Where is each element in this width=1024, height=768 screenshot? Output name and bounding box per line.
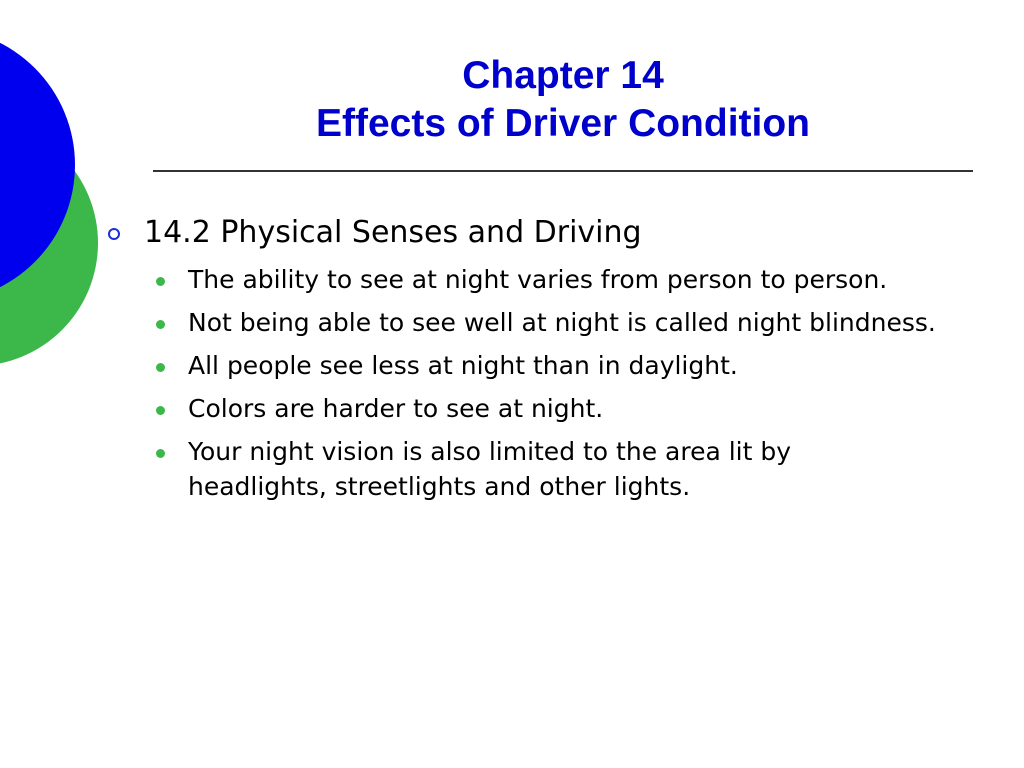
dot-bullet-icon bbox=[156, 320, 165, 329]
title-line-1: Chapter 14 bbox=[462, 54, 664, 97]
bullet-text: Colors are harder to see at night. bbox=[188, 394, 604, 423]
list-item bbox=[156, 348, 936, 383]
ring-bullet-icon bbox=[108, 228, 120, 240]
title-line-2: Effects of Driver Condition bbox=[315, 102, 811, 145]
bullet-text: Your night vision is also limited to the area lit by headlights, streetlights and other lights. bbox=[188, 437, 792, 501]
bullet-text: The ability to see at night varies from person to person. bbox=[188, 265, 888, 294]
dot-bullet-icon bbox=[156, 406, 165, 415]
title-divider bbox=[153, 170, 973, 172]
slide-title bbox=[150, 52, 976, 148]
dot-bullet-icon bbox=[156, 449, 165, 458]
dot-bullet-icon bbox=[156, 277, 165, 286]
section-heading: 14.2 Physical Senses and Driving bbox=[144, 215, 642, 250]
bullet-text: Not being able to see well at night is called night blindness. bbox=[188, 308, 936, 337]
bullet-text: All people see less at night than in daylight. bbox=[188, 351, 738, 380]
list-item bbox=[156, 262, 936, 297]
list-item bbox=[156, 305, 936, 340]
dot-bullet-icon bbox=[156, 363, 165, 372]
bullet-list bbox=[156, 262, 936, 512]
list-item bbox=[156, 391, 936, 426]
list-item bbox=[156, 434, 936, 504]
